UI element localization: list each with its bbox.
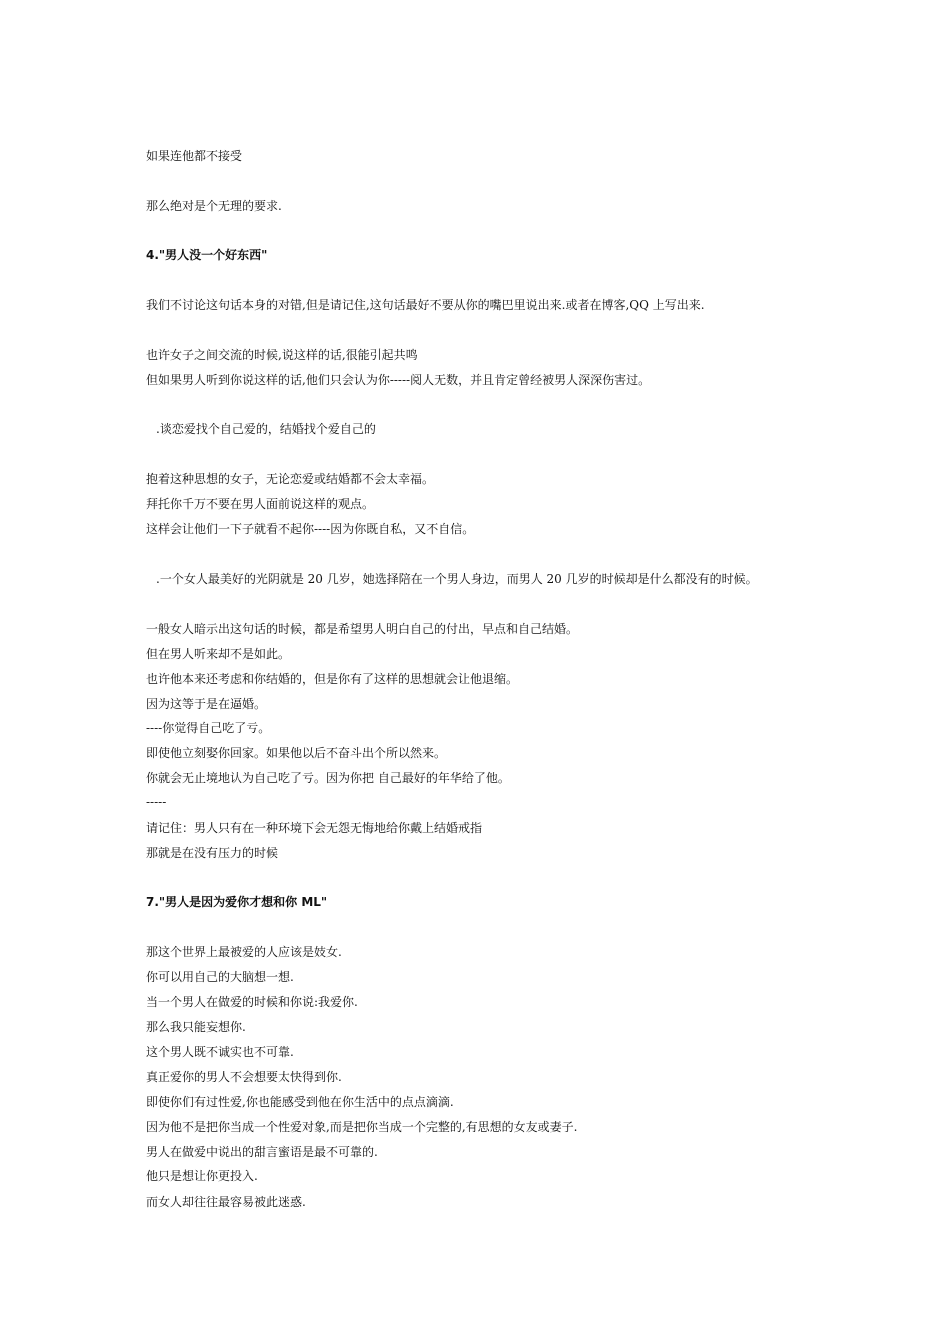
text-line: 但在男人听来却不是如此。 bbox=[146, 647, 291, 661]
text-line: 这样会让他们一下子就看不起你----因为你既自私，又不自信。 bbox=[146, 522, 475, 536]
text-line: 这个男人既不诚实也不可靠. bbox=[146, 1045, 294, 1059]
text-line: 请记住：男人只有在一种环境下会无怨无悔地给你戴上结婚戒指 bbox=[146, 821, 483, 835]
text-line: 一般女人暗示出这句话的时候，都是希望男人明白自己的付出，早点和自己结婚。 bbox=[146, 622, 579, 636]
section-heading: 7."男人是因为爱你才想和你 ML" bbox=[146, 895, 328, 909]
text-line: 但如果男人听到你说这样的话,他们只会认为你-----阅人无数，并且肯定曾经被男人深深伤害过。 bbox=[146, 373, 651, 387]
text-line: 那这个世界上最被爱的人应该是妓女. bbox=[146, 945, 342, 959]
text-line: 即使他立刻娶你回家。如果他以后不奋斗出个所以然来。 bbox=[146, 746, 447, 760]
text-line: 而女人却往往最容易被此迷惑. bbox=[146, 1195, 306, 1209]
text-line: 那么我只能妄想你. bbox=[146, 1020, 246, 1034]
text-line: 也许他本来还考虑和你结婚的，但是你有了这样的思想就会让他退缩。 bbox=[146, 672, 519, 686]
text-line: 真正爱你的男人不会想要太快得到你. bbox=[146, 1070, 342, 1084]
text-line: 也许女子之间交流的时候,说这样的话,很能引起共鸣 bbox=[146, 348, 418, 362]
text-line: 你就会无止境地认为自己吃了亏。因为你把 自己最好的年华给了他。 bbox=[146, 771, 510, 785]
section-heading: .一个女人最美好的光阴就是 20 几岁，她选择陪在一个男人身边，而男人 20 几岁的时候却是什么都没有的时候。 bbox=[156, 572, 758, 586]
text-line: ----你觉得自己吃了亏。 bbox=[146, 721, 271, 735]
text-line: 那么绝对是个无理的要求. bbox=[146, 199, 282, 213]
text-line: 如果连他都不接受 bbox=[146, 149, 243, 163]
section-heading: 4."男人没一个好东西" bbox=[146, 248, 268, 262]
separator-text: ----- bbox=[146, 795, 167, 809]
text-line: 他只是想让你更投入. bbox=[146, 1169, 258, 1183]
text-line: 那就是在没有压力的时候 bbox=[146, 846, 279, 860]
text-line: 当一个男人在做爱的时候和你说:我爱你. bbox=[146, 995, 358, 1009]
text-line: 抱着这种思想的女子，无论恋爱或结婚都不会太幸福。 bbox=[146, 472, 435, 486]
text-line: 你可以用自己的大脑想一想. bbox=[146, 970, 294, 984]
text-line: 因为他不是把你当成一个性爱对象,而是把你当成一个完整的,有思想的女友或妻子. bbox=[146, 1120, 578, 1134]
text-line: 因为这等于是在逼婚。 bbox=[146, 697, 267, 711]
text-line: 拜托你千万不要在男人面前说这样的观点。 bbox=[146, 497, 375, 511]
text-line: 男人在做爱中说出的甜言蜜语是最不可靠的. bbox=[146, 1145, 378, 1159]
text-line: 即使你们有过性爱,你也能感受到他在你生活中的点点滴滴. bbox=[146, 1095, 454, 1109]
text-line: 我们不讨论这句话本身的对错,但是请记住,这句话最好不要从你的嘴巴里说出来.或者在博客,QQ 上写出来. bbox=[146, 298, 705, 312]
section-heading: .谈恋爱找个自己爱的，结婚找个爱自己的 bbox=[156, 422, 376, 436]
